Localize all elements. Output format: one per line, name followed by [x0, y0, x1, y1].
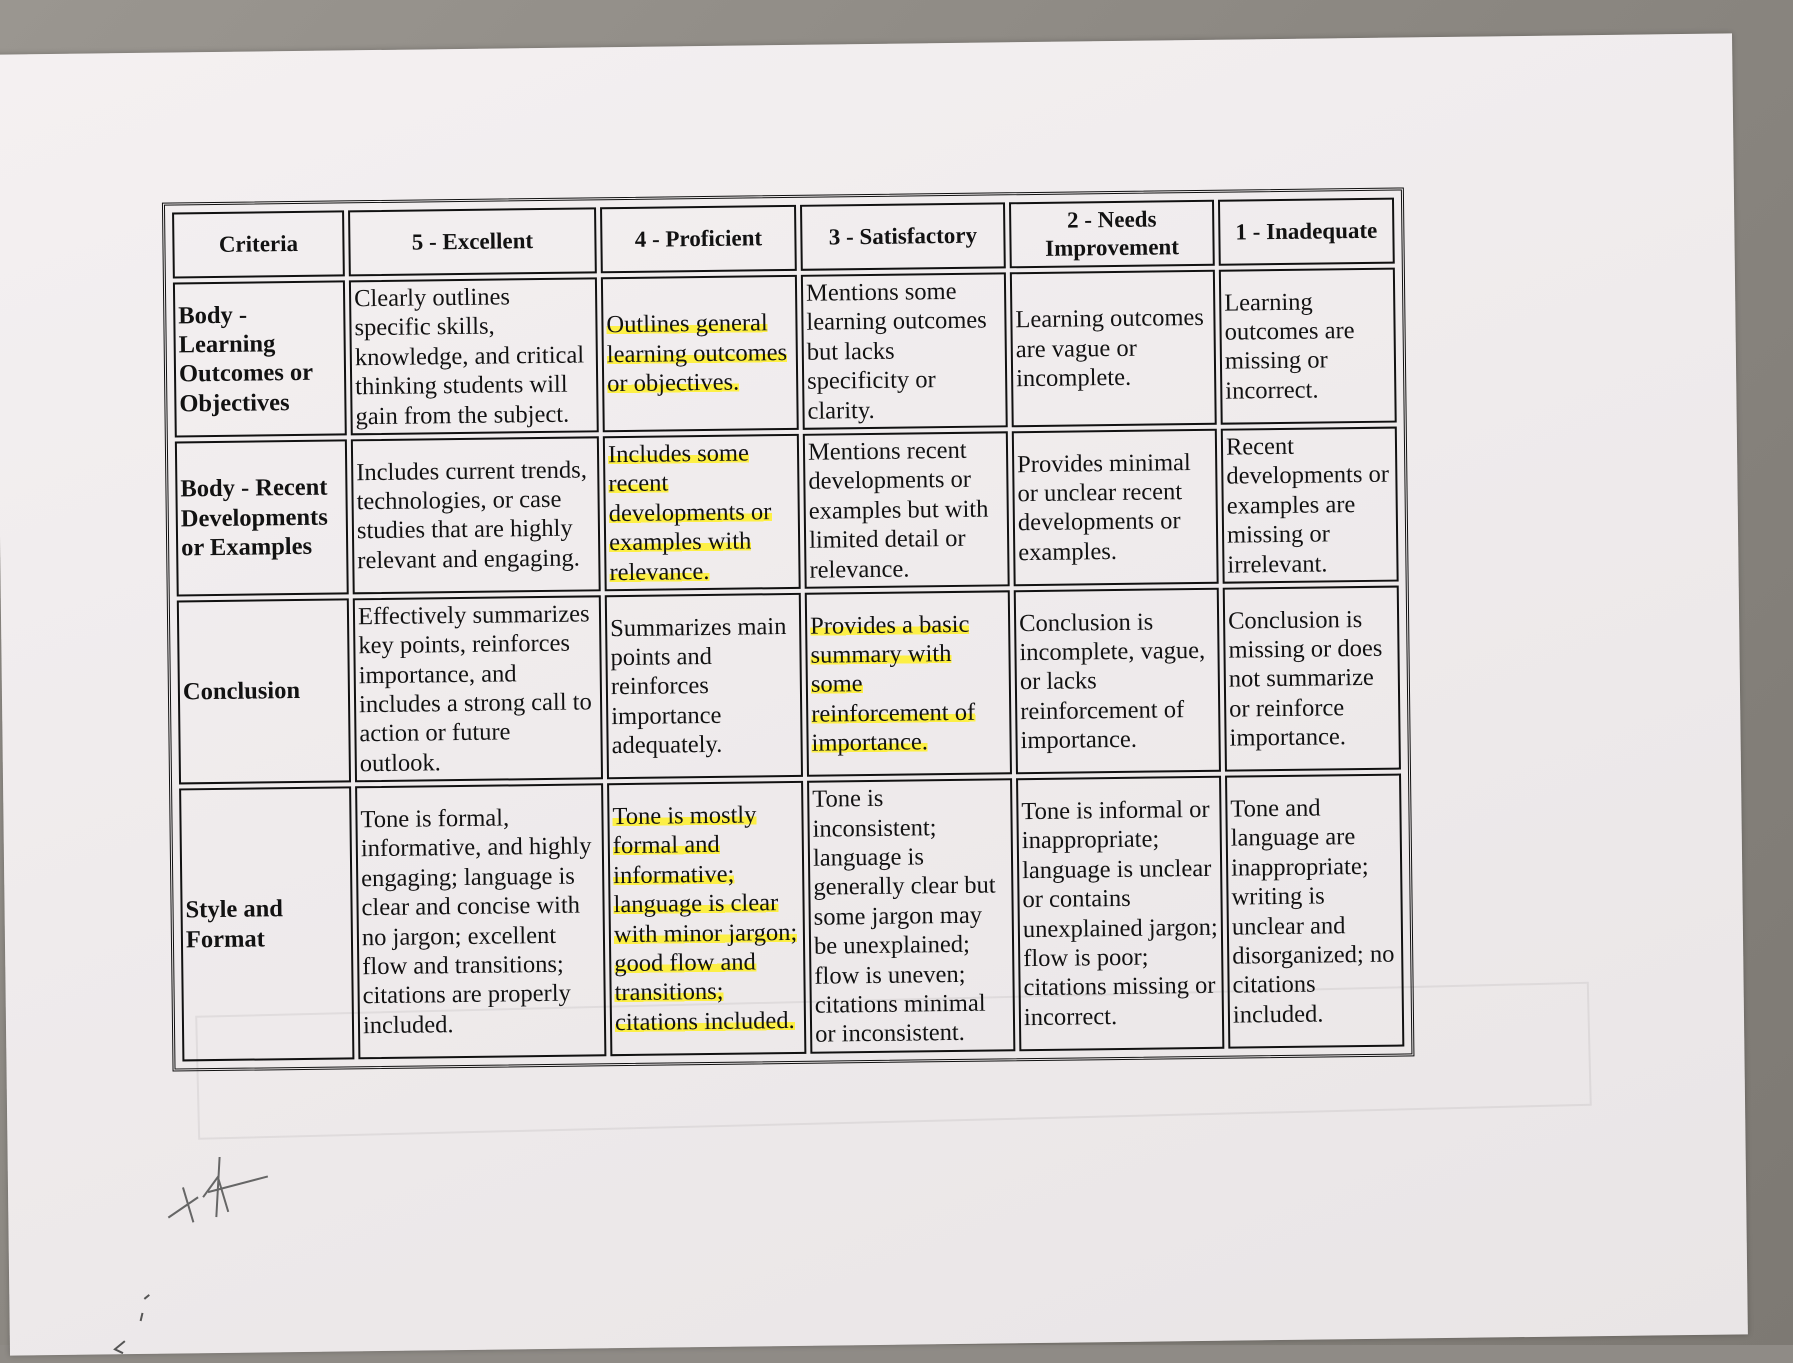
header-proficient: 4 - Proficient: [600, 205, 797, 273]
row-learning-outcomes: [173, 268, 1397, 438]
header-excellent: 5 - Excellent: [348, 207, 597, 276]
highlighted-text: Provides a basic summary with some reinforcement of importance.: [809, 610, 976, 757]
header-satisfactory: 3 - Satisfactory: [800, 202, 1006, 270]
cell-learning-outcomes-inadequate: Learning outcomes are missing or incorrect.: [1219, 268, 1397, 425]
cell-style-format-excellent: Tone is formal, informative, and highly engaging; language is clear and concise with no jargon; excellent flow and transitions; citations are properly included.: [355, 784, 606, 1060]
cell-recent-developments-satisfactory: Mentions recent developments or examples but with limited detail or relevance.: [803, 431, 1010, 588]
row-recent-developments: [175, 427, 1399, 597]
highlighted-text: Tone is mostly formal and informative; language is clear with minor jargon; good flow and transitions; citations included.: [612, 801, 798, 1036]
row-style-format: [179, 774, 1404, 1061]
highlighted-text: Outlines general learning outcomes or objectives.: [606, 309, 788, 398]
pencil-tick-icon: [104, 1291, 165, 1362]
rubric-table: [168, 194, 1408, 1066]
header-row: [172, 198, 1395, 279]
criterion-recent-developments: Body - Recent Developments or Examples: [175, 439, 349, 596]
cell-conclusion-proficient: Summarizes main points and reinforces importance adequately.: [605, 593, 803, 780]
header-criteria: Criteria: [172, 210, 345, 278]
cell-recent-developments-excellent: Includes current trends, technologies, or case studies that are highly relevant and engaging.: [351, 436, 601, 594]
cell-style-format-proficient: [607, 781, 806, 1056]
cell-conclusion-needs-improvement: Conclusion is incomplete, vague, or lacks reinforcement of importance.: [1014, 588, 1221, 775]
cell-learning-outcomes-needs-improvement: Learning outcomes are vague or incomplete.: [1010, 270, 1217, 427]
cell-style-format-satisfactory: Tone is inconsistent; language is generally clear but some jargon may be unexplained; flow is uneven; citations minimal or inconsistent.: [807, 779, 1015, 1054]
cell-style-format-needs-improvement: Tone is informal or inappropriate; language is unclear or contains unexplained jargon; flow is poor; citations missing or incorrect.: [1016, 776, 1224, 1051]
header-needs-improvement: 2 - Needs Improvement: [1009, 200, 1215, 268]
criterion-style-format: Style and Format: [179, 787, 354, 1062]
rubric-table-frame: [162, 187, 1415, 1071]
cell-learning-outcomes-proficient: [601, 275, 799, 432]
criterion-conclusion: Conclusion: [177, 598, 351, 784]
cell-conclusion-satisfactory: [805, 590, 1012, 777]
cell-learning-outcomes-excellent: Clearly outlines specific skills, knowledge, and critical thinking students will gain from the subject.: [349, 277, 599, 435]
cell-learning-outcomes-satisfactory: Mentions some learning outcomes but lacks specificity or clarity.: [801, 272, 1008, 429]
highlighted-text: Includes some recent developments or examples with relevance.: [607, 439, 772, 586]
cell-recent-developments-inadequate: Recent developments or examples are missing or irrelevant.: [1221, 427, 1399, 584]
cell-conclusion-excellent: Effectively summarizes key points, reinforces importance, and includes a strong call to action or future outlook.: [353, 595, 603, 782]
header-inadequate: 1 - Inadequate: [1218, 198, 1395, 266]
cell-style-format-inadequate: Tone and language are inappropriate; writing is unclear and disorganized; no citations included.: [1225, 774, 1404, 1049]
criterion-learning-outcomes: Body - Learning Outcomes or Objectives: [173, 280, 347, 437]
paper-sheet: [0, 33, 1748, 1355]
row-conclusion: [177, 585, 1401, 784]
cell-conclusion-inadequate: Conclusion is missing or does not summarize or reinforce importance.: [1223, 585, 1401, 771]
pencil-scribble-icon: [157, 1136, 278, 1237]
cell-recent-developments-proficient: [603, 434, 801, 591]
cell-recent-developments-needs-improvement: Provides minimal or unclear recent developments or examples.: [1012, 429, 1219, 586]
